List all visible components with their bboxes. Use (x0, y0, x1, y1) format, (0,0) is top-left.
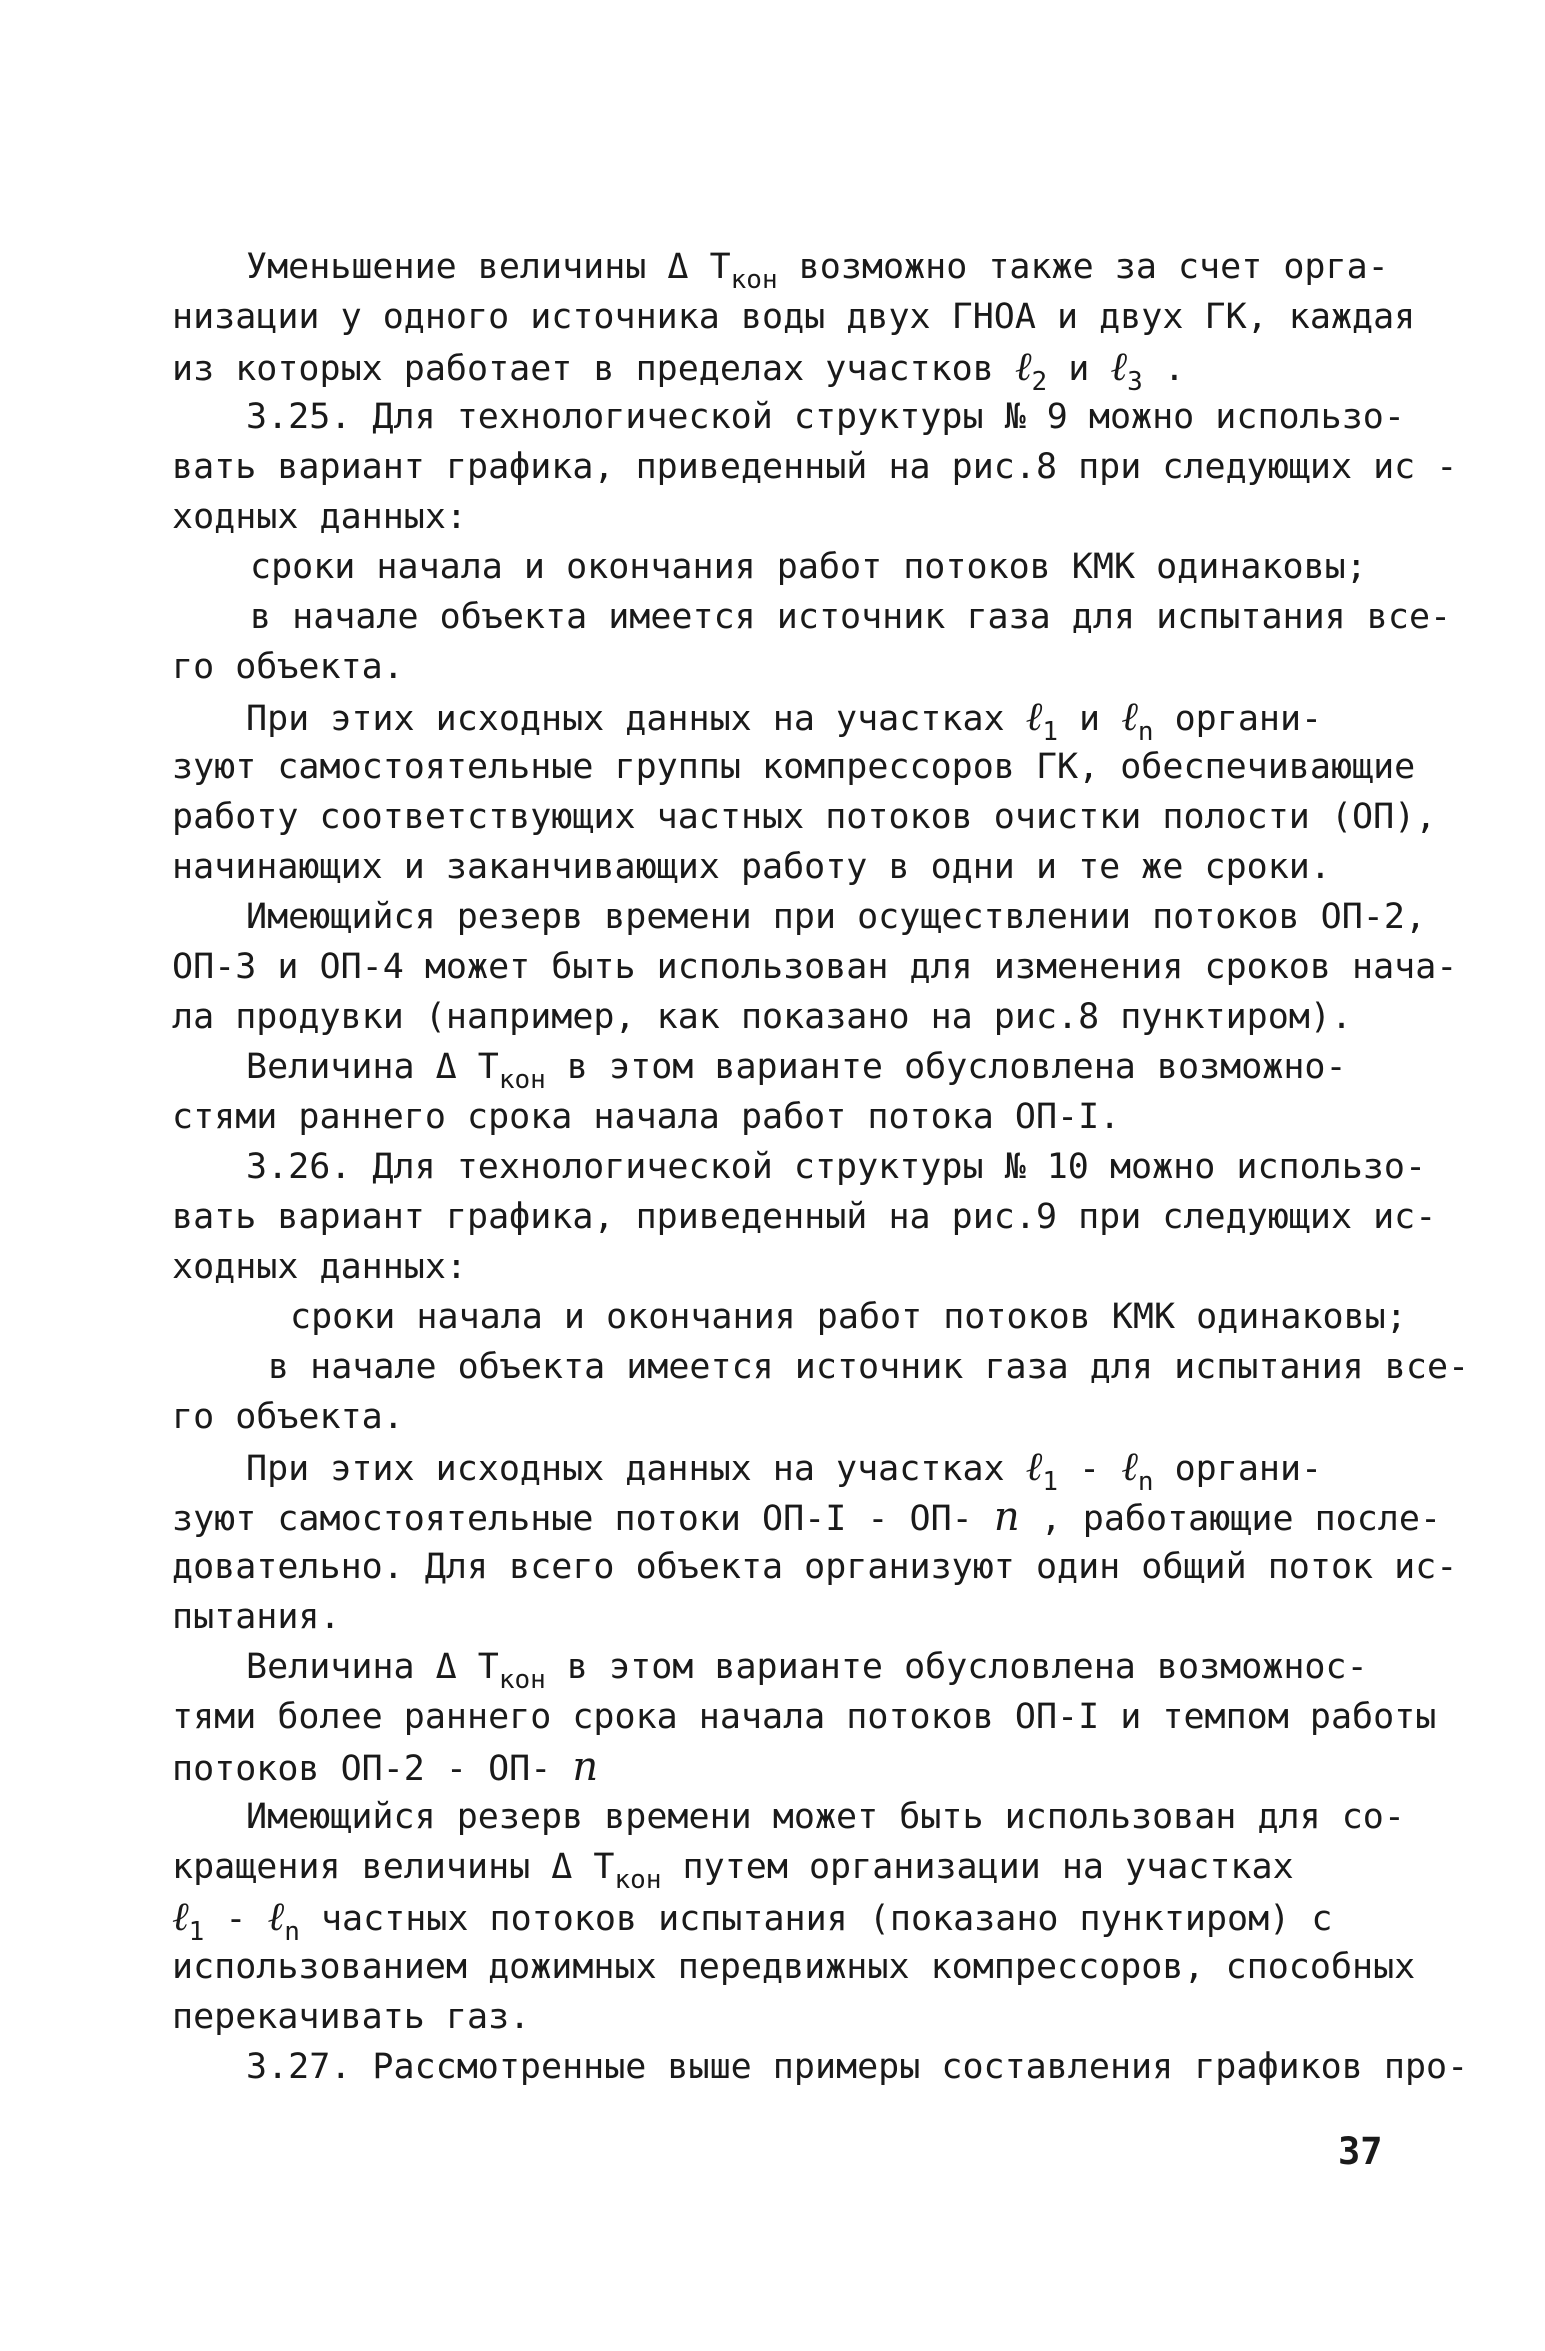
text-line: зуют самостоятельные группы компрессоров ГК, обеспечивающие (172, 747, 1416, 787)
page-number: 37 (1338, 2130, 1383, 2173)
text-line: начинающих и заканчивающих работу в одни и те же сроки. (172, 847, 1331, 887)
text-line: Имеющийся резерв времени при осуществлении потоков ОП-2, (246, 897, 1427, 937)
paragraph-3-26 (172, 1142, 1437, 1292)
text-line: 3.26. Для технологической структуры № 10 можно использо- (246, 1147, 1427, 1187)
text-line: вать вариант графика, приведенный на рис.9 при следующих ис- (172, 1197, 1437, 1237)
text-line: Величина Δ $Т_{кон}$ в этом варианте обусловлена возможно- (246, 1047, 1347, 1095)
text-line: в начале объекта имеется источник газа для испытания все- (250, 597, 1452, 637)
text-line: 3.27. Рассмотренные выше примеры составления графиков про- (246, 2047, 1469, 2087)
text-line: тями более раннего срока начала потоков ОП-I и темпом работы (172, 1697, 1437, 1737)
text-line: перекачивать газ. (172, 1997, 531, 2037)
text-line: пытания. (172, 1597, 341, 1637)
text-line: ходных данных: (172, 497, 468, 537)
text-line: Уменьшение величины Δ $Т_{кон}$ возможно также за счет орга- (246, 247, 1389, 295)
text-line: Имеющийся резерв времени может быть использован для со- (246, 1797, 1405, 1837)
text-line: го объекта. (172, 647, 404, 687)
text-line: сроки начала и окончания работ потоков КМК одинаковы; (290, 1297, 1407, 1337)
text-line: Величина Δ $Т_{кон}$ в этом варианте обусловлена возможнос- (246, 1647, 1368, 1695)
text-line: ходных данных: (172, 1247, 468, 1287)
paragraph-value-variant-10 (172, 1642, 1437, 1792)
text-line: стями раннего срока начала работ потока ОП-I. (172, 1097, 1121, 1137)
text-line: довательно. Для всего объекта организуют один общий поток ис- (172, 1547, 1458, 1587)
text-line: потоков ОП-2 - ОП- n (172, 1744, 599, 1790)
text-line: сроки начала и окончания работ потоков КМК одинаковы; (250, 547, 1367, 587)
text-line: низации у одного источника воды двух ГНОА и двух ГК, каждая (172, 297, 1416, 337)
text-line: в начале объекта имеется источник газа для испытания все- (268, 1347, 1470, 1387)
document-page (172, 242, 1470, 2092)
paragraph-streams-op (172, 1442, 1458, 1642)
paragraph-conditions-10 (172, 1292, 1470, 1442)
text-line: вать вариант графика, приведенный на рис.8 при следующих ис - (172, 447, 1458, 487)
paragraph-value-variant-9 (172, 1042, 1437, 1142)
paragraph-reduction (172, 242, 1437, 397)
text-line: использованием дожимных передвижных компрессоров, способных (172, 1947, 1416, 1987)
text-line: 3.25. Для технологической структуры № 9 можно использо- (246, 397, 1405, 437)
paragraph-reserve-usage (172, 1792, 1437, 2042)
paragraph-3-25 (172, 392, 1458, 542)
text-line: ℓ$_1$ - ℓ$_n$ частных потоков испытания (показано пунктиром) с (172, 1894, 1333, 1947)
paragraph-3-27 (172, 2042, 1469, 2092)
text-line: ла продувки (например, как показано на рис.8 пунктиром). (172, 997, 1353, 1037)
paragraph-conditions-9 (172, 542, 1452, 692)
text-line: зуют самостоятельные потоки ОП-I - ОП- n , работающие после- (172, 1494, 1442, 1540)
text-line: При этих исходных данных на участках ℓ$_1$ - ℓ$_n$ органи- (246, 1444, 1323, 1497)
text-line: При этих исходных данных на участках ℓ$_1$ и ℓ$_n$ органи- (246, 694, 1323, 747)
text-line: кращения величины Δ $Т_{кон}$ путем организации на участках (172, 1847, 1294, 1895)
text-line: го объекта. (172, 1397, 404, 1437)
text-line: работу соответствующих частных потоков очистки полости (ОП), (172, 797, 1437, 837)
text-line: ОП-3 и ОП-4 может быть использован для изменения сроков нача- (172, 947, 1458, 987)
paragraph-sections-l1-ln (172, 692, 1437, 892)
text-line: из которых работает в пределах участков ℓ$_2$ и ℓ$_3$ . (172, 344, 1185, 397)
paragraph-time-reserve (172, 892, 1458, 1042)
